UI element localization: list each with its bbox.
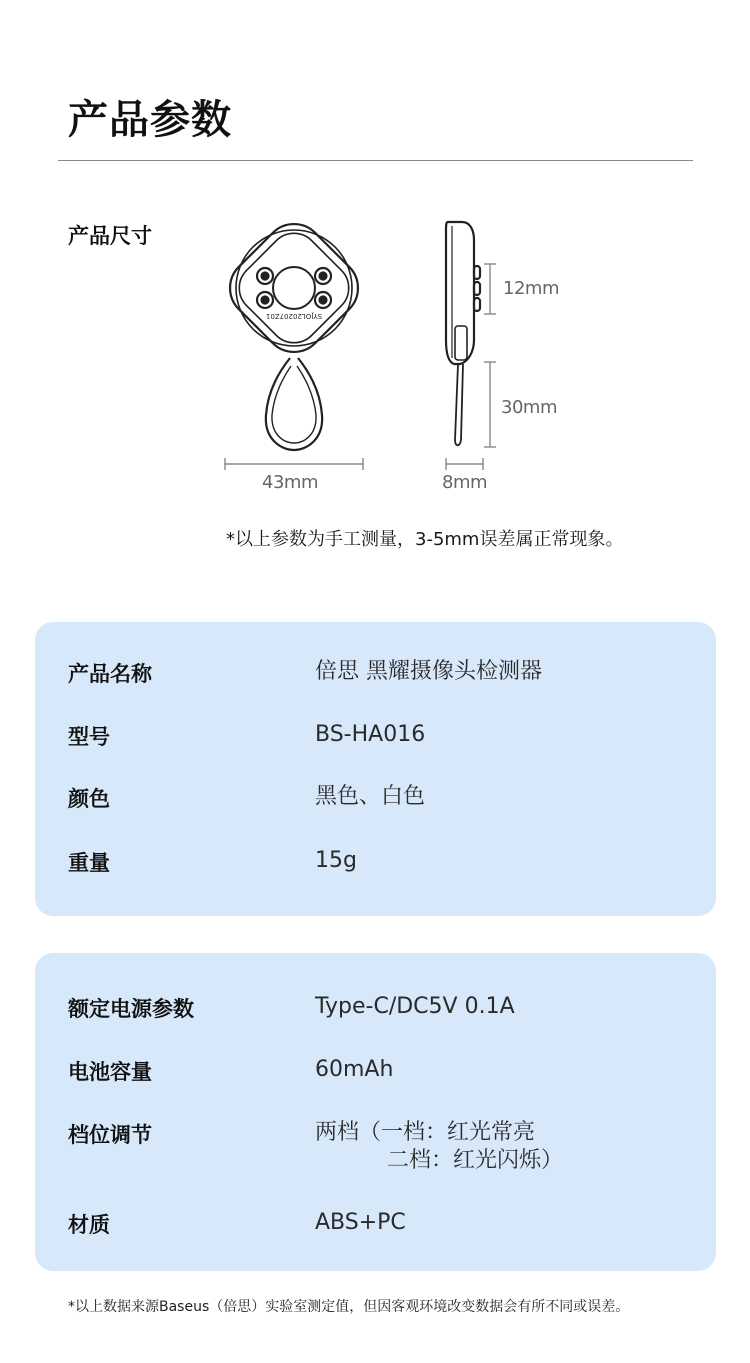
spec-key: 材质 — [68, 1213, 110, 1237]
size-diagram — [0, 200, 750, 510]
device-engraving: SYJOL20207Z01 — [265, 312, 323, 320]
device-side-view — [446, 222, 480, 445]
page-title: 产品参数 — [68, 97, 232, 143]
width-dimension: 43mm — [262, 472, 318, 493]
spec-value: 60mAh — [315, 1057, 394, 1082]
upper-height-dimension: 12mm — [503, 278, 559, 299]
title-divider — [58, 160, 693, 161]
spec-key: 型号 — [68, 725, 110, 749]
basic-spec-card — [35, 622, 716, 916]
spec-key: 电池容量 — [68, 1060, 152, 1084]
device-front-view — [218, 212, 371, 450]
spec-value: 倍思 黑耀摄像头检测器 — [315, 659, 542, 684]
lanyard-height-dimension: 30mm — [501, 397, 557, 418]
measurement-note: *以上参数为手工测量，3-5mm误差属正常现象。 — [226, 529, 624, 550]
spec-value: 两档（一档：红光常亮 — [315, 1120, 536, 1145]
spec-value-continued: 二档：红光闪烁） — [387, 1148, 564, 1173]
thickness-dimension: 8mm — [442, 472, 488, 493]
spec-key: 额定电源参数 — [68, 997, 194, 1021]
spec-key: 档位调节 — [68, 1123, 152, 1147]
device-line-drawing — [0, 200, 750, 510]
footer-note: *以上数据来源Baseus（倍思）实验室测定值，但因客观环境改变数据会有所不同或误差。 — [68, 1299, 630, 1315]
spec-key: 产品名称 — [68, 662, 152, 686]
spec-key: 重量 — [68, 851, 110, 875]
size-section-label: 产品尺寸 — [68, 224, 152, 248]
spec-value: BS-HA016 — [315, 722, 426, 747]
spec-value: 15g — [315, 848, 357, 873]
spec-key: 颜色 — [68, 787, 110, 811]
spec-value: 黑色、白色 — [315, 784, 426, 809]
power-spec-card — [35, 953, 716, 1271]
spec-value: Type-C/DC5V 0.1A — [315, 994, 515, 1019]
spec-value: ABS+PC — [315, 1210, 406, 1235]
